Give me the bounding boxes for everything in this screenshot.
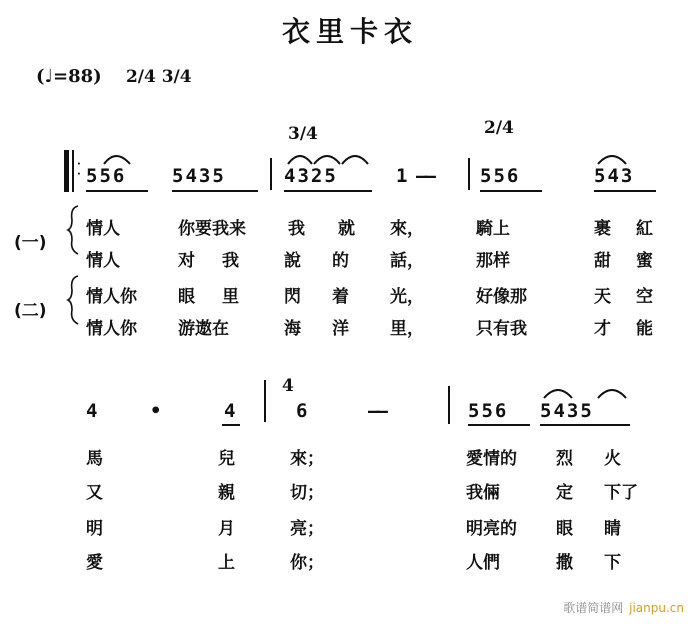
lyric-word: 的 <box>332 251 349 271</box>
lyric-word: 只有我 <box>476 319 527 339</box>
lyric-word: 話， <box>390 251 424 271</box>
note: 4 <box>86 400 100 422</box>
note-group: 5435 <box>172 165 226 187</box>
lyric-word: 光， <box>390 287 424 307</box>
lyric-word: 你； <box>290 553 324 573</box>
lyric-word: 情人你 <box>86 287 137 307</box>
verse-label-2: (二) <box>14 301 47 321</box>
lyric-word: 撒 <box>556 553 573 573</box>
lyric-word: 里 <box>222 287 239 307</box>
meter-change-3-4: 3/4 <box>288 124 318 144</box>
lyric-word: 定 <box>556 483 573 503</box>
tempo-value: (♩=88) <box>36 66 102 87</box>
repeat-dots: · · <box>77 159 81 180</box>
lyric-word: 海 <box>284 319 301 339</box>
lyric-word: 來， <box>390 219 424 239</box>
watermark-site-url: jianpu.cn <box>629 601 684 615</box>
lyric-word: 馬 <box>86 449 103 469</box>
lyric-word: 里， <box>390 319 424 339</box>
lyric-word: 睛 <box>604 519 621 539</box>
lyric-word: 空 <box>636 287 653 307</box>
lyric-word: 火 <box>604 449 621 469</box>
lyric-word: 說 <box>284 251 301 271</box>
lyric-word: 明亮的 <box>466 519 517 539</box>
note-group: 5435 <box>540 400 594 422</box>
meter-change-4: 4 <box>282 376 294 396</box>
lyric-word: 親 <box>218 483 235 503</box>
lyric-word: 能 <box>636 319 653 339</box>
lyric-word: 下了 <box>604 483 638 503</box>
lyric-word: 愛 <box>86 553 103 573</box>
lyric-word: 紅 <box>636 219 653 239</box>
lyric-word: 游遨在 <box>178 319 229 339</box>
note-group: 543 <box>594 165 635 187</box>
lyric-word: 愛情的 <box>466 449 517 469</box>
lyric-word: 我 <box>288 219 305 239</box>
lyric-word: 又 <box>86 483 103 503</box>
lyric-word: 那样 <box>476 251 510 271</box>
lyric-word: 烈 <box>556 449 573 469</box>
lyric-word: 着 <box>332 287 349 307</box>
lyric-word: 上 <box>218 553 235 573</box>
note: 4 <box>224 400 238 422</box>
lyric-word: 兒 <box>218 449 235 469</box>
sustain-dash: —— <box>416 165 433 187</box>
sustain-dash: —— <box>368 400 385 422</box>
note-group: 556 <box>86 165 127 187</box>
lyric-word: 騎上 <box>476 219 510 239</box>
note-group: 556 <box>468 400 509 422</box>
note: 6 <box>296 400 310 422</box>
lyric-word: 就 <box>338 219 355 239</box>
lyric-word: 人們 <box>466 553 500 573</box>
watermark-site-cn: 歌谱简谱网 <box>563 601 624 615</box>
lyric-word: 裹 <box>594 219 611 239</box>
dot-extension: • <box>150 400 164 422</box>
lyric-word: 对 <box>178 251 195 271</box>
lyric-word: 情人 <box>86 251 120 271</box>
lyric-word: 閃 <box>284 287 301 307</box>
lyric-word: 眼 <box>178 287 195 307</box>
time-signatures: 2/4 3/4 <box>125 67 192 87</box>
lyric-word: 下 <box>604 553 621 573</box>
lyric-word: 你要我来 <box>178 219 246 239</box>
lyric-word: 切； <box>290 483 324 503</box>
lyric-word: 我 <box>222 251 239 271</box>
lyric-word: 甜 <box>594 251 611 271</box>
page-title: 衣里卡衣 <box>281 15 418 48</box>
lyric-word: 情人你 <box>86 319 137 339</box>
lyric-word: 亮； <box>290 519 324 539</box>
lyric-word: 我倆 <box>466 483 500 503</box>
lyric-word: 明 <box>86 519 103 539</box>
lyric-word: 來； <box>290 449 324 469</box>
lyric-word: 蜜 <box>636 251 653 271</box>
lyric-word: 眼 <box>556 519 573 539</box>
note: 1 <box>396 165 410 187</box>
lyric-word: 天 <box>594 287 611 307</box>
note-group: 4325 <box>284 165 338 187</box>
lyric-word: 好像那 <box>476 287 527 307</box>
lyric-word: 情人 <box>86 219 120 239</box>
meter-change-2-4: 2/4 <box>484 118 514 138</box>
note-group: 556 <box>480 165 521 187</box>
verse-label-1: (一) <box>14 233 47 253</box>
lyric-word: 洋 <box>332 319 349 339</box>
lyric-word: 才 <box>594 319 611 339</box>
lyric-word: 月 <box>218 519 235 539</box>
watermark <box>563 599 684 616</box>
